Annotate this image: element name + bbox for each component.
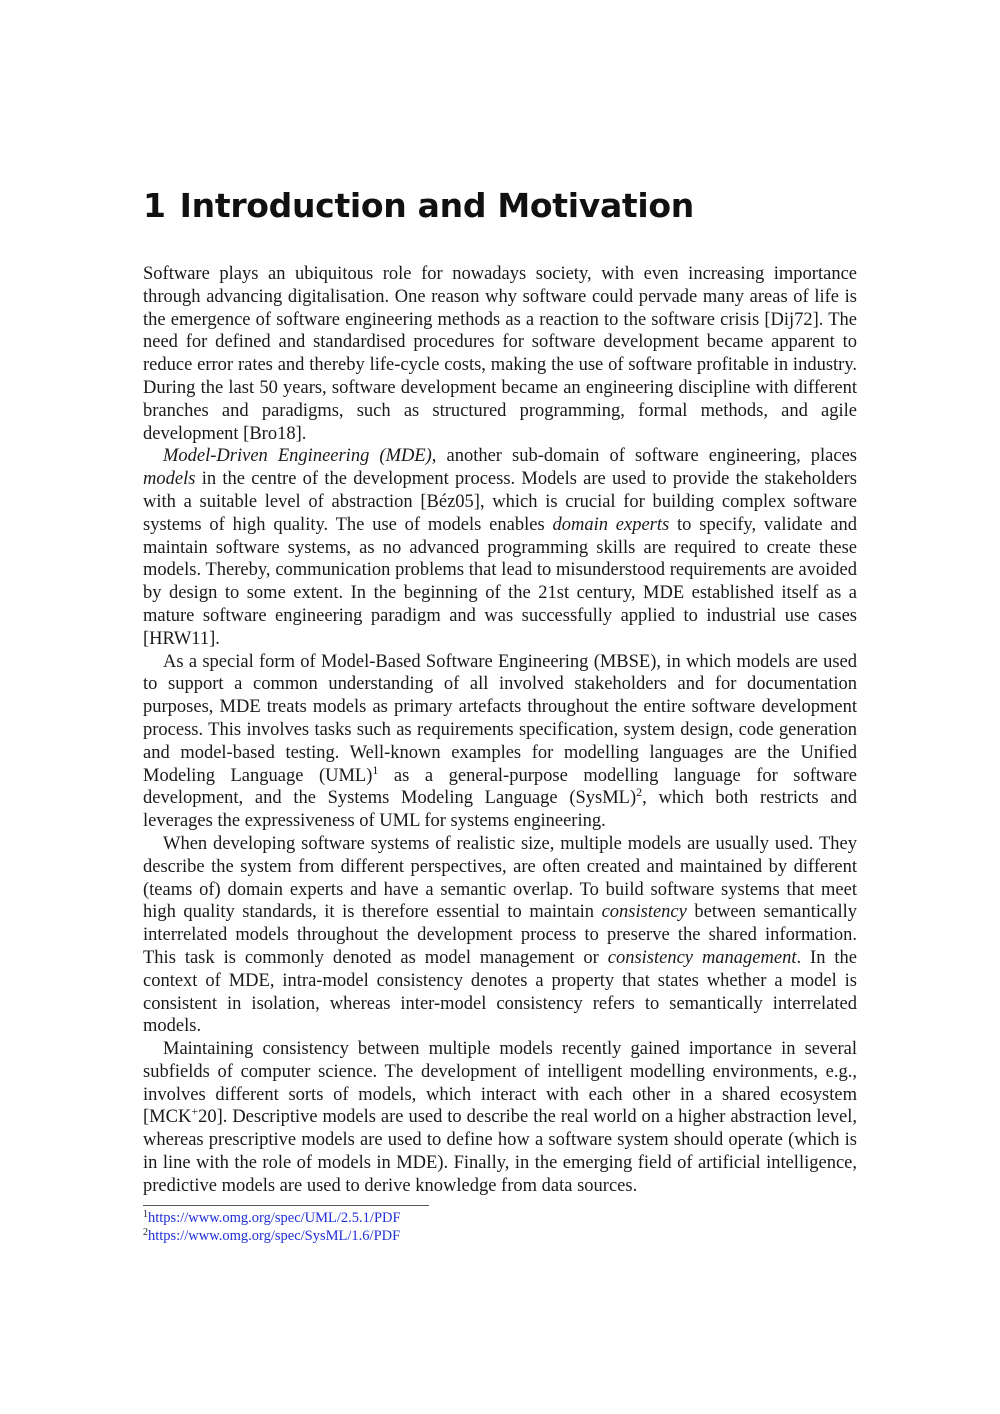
paragraph-4 [143,833,857,1038]
footnote-ref-1[interactable]: 1 [372,762,379,777]
paragraph-1 [143,263,857,445]
chapter-title: Introduction and Motivation [179,186,694,225]
paragraph-5 [143,1038,857,1198]
paragraph-4-text-c: . In the context of MDE, intra-model consistency denotes a property that states whether a model is consistent in isolation, whereas inter-model consistency refers to semantically interrelated models. [143,947,857,1037]
paragraph-3-text-a: As a special form of Model-Based Software Engineering (MBSE), in which models are used to support a common understanding of all involved stakeholders and for documentation purposes, MDE treats models as primary artefacts throughout the entire software development process. This involves tasks such as requirements specification, system design, code generation and model-based testing. Well-known examples for modelling languages are the Unified Modeling Language (UML) [143,651,857,786]
footnote-1-link[interactable]: https://www.omg.org/spec/UML/2.5.1/PDF [148,1210,401,1226]
paragraph-3-text-c: , which both restricts and leverages the expressiveness of UML for systems engineering. [143,788,857,832]
chapter-number: 1 [143,186,166,225]
footnote-2-mark: 2 [143,1227,148,1238]
paragraph-4-text-b: between semantically interrelated models throughout the development process to preserve the shared information. This task is commonly denoted as model management or [143,902,857,968]
footnote-2 [143,1227,401,1245]
paragraph-2-text-c: to specify, validate and maintain software systems, as no advanced programming skills are required to create these models. Thereby, communication problems that lead to misunderstood requirements are avoided by design to some extent. In the beginning of the 21st century, MDE established itself as a mature software engineering paradigm and was successfully applied to industrial use cases [HRW11]. [143,514,857,649]
body-text [143,263,857,1198]
footnotes [143,1209,401,1245]
chapter-heading [143,186,694,225]
paragraph-5-text-a: Maintaining consistency between multiple models recently gained importance in several subfields of computer science. The development of intelligent modelling environments, e.g., involves different sorts of models, which interact with each other in a shared ecosystem [MCK [143,1039,857,1128]
footnote-ref-2[interactable]: 2 [636,785,643,800]
paragraph-2-text-b: in the centre of the development process. Models are used to provide the stakeholders with a suitable level of abstraction [Béz05], which is crucial for building complex software systems of high quality. The use of models enables [143,469,857,535]
term-consistency-management: consistency management [607,947,797,968]
paragraph-3 [143,651,857,833]
citation-superscript: + [191,1104,199,1119]
paragraph-2 [143,445,857,650]
paragraph-1-text: Software plays an ubiquitous role for nowadays society, with even increasing importance through advancing digitalisation. One reason why software could pervade many areas of life is the emergence of software engineering methods as a reaction to the software crisis [Dij72]. The need for defined and standardised procedures for software development became apparent to reduce error rates and thereby life-cycle costs, making the use of software profitable in industry. During the last 50 years, software development became an engineering discipline with different branches and paradigms, such as structured programming, formal methods, and agile development [Bro18]. [143,264,857,444]
footnote-2-link[interactable]: https://www.omg.org/spec/SysML/1.6/PDF [148,1228,401,1244]
paragraph-3-text-b: as a general-purpose modelling language for software development, and the Systems Modeling Language (SysML) [143,765,857,809]
footnote-1 [143,1209,401,1227]
term-domain-experts: domain experts [552,514,670,535]
paragraph-5-text-b: 20]. Descriptive models are used to describe the real world on a higher abstraction level, whereas prescriptive models are used to define how a software system should operate (which is in line with the role of models in MDE). Finally, in the emerging field of artificial intelligence, predictive models are used to derive knowledge from data sources. [143,1107,857,1196]
term-models: models [143,469,196,490]
term-consistency: consistency [601,902,687,923]
paragraph-2-text-a: , another sub-domain of software engineering, places [431,446,857,467]
term-mde: Model-Driven Engineering (MDE) [163,446,432,467]
footnote-divider [143,1205,429,1206]
footnote-1-mark: 1 [143,1209,148,1220]
paragraph-4-text-a: When developing software systems of realistic size, multiple models are usually used. They describe the system from different perspectives, are often created and maintained by different (teams of) domain experts and have a semantic overlap. To build software systems that meet high quality standards, it is therefore essential to maintain [143,833,857,923]
